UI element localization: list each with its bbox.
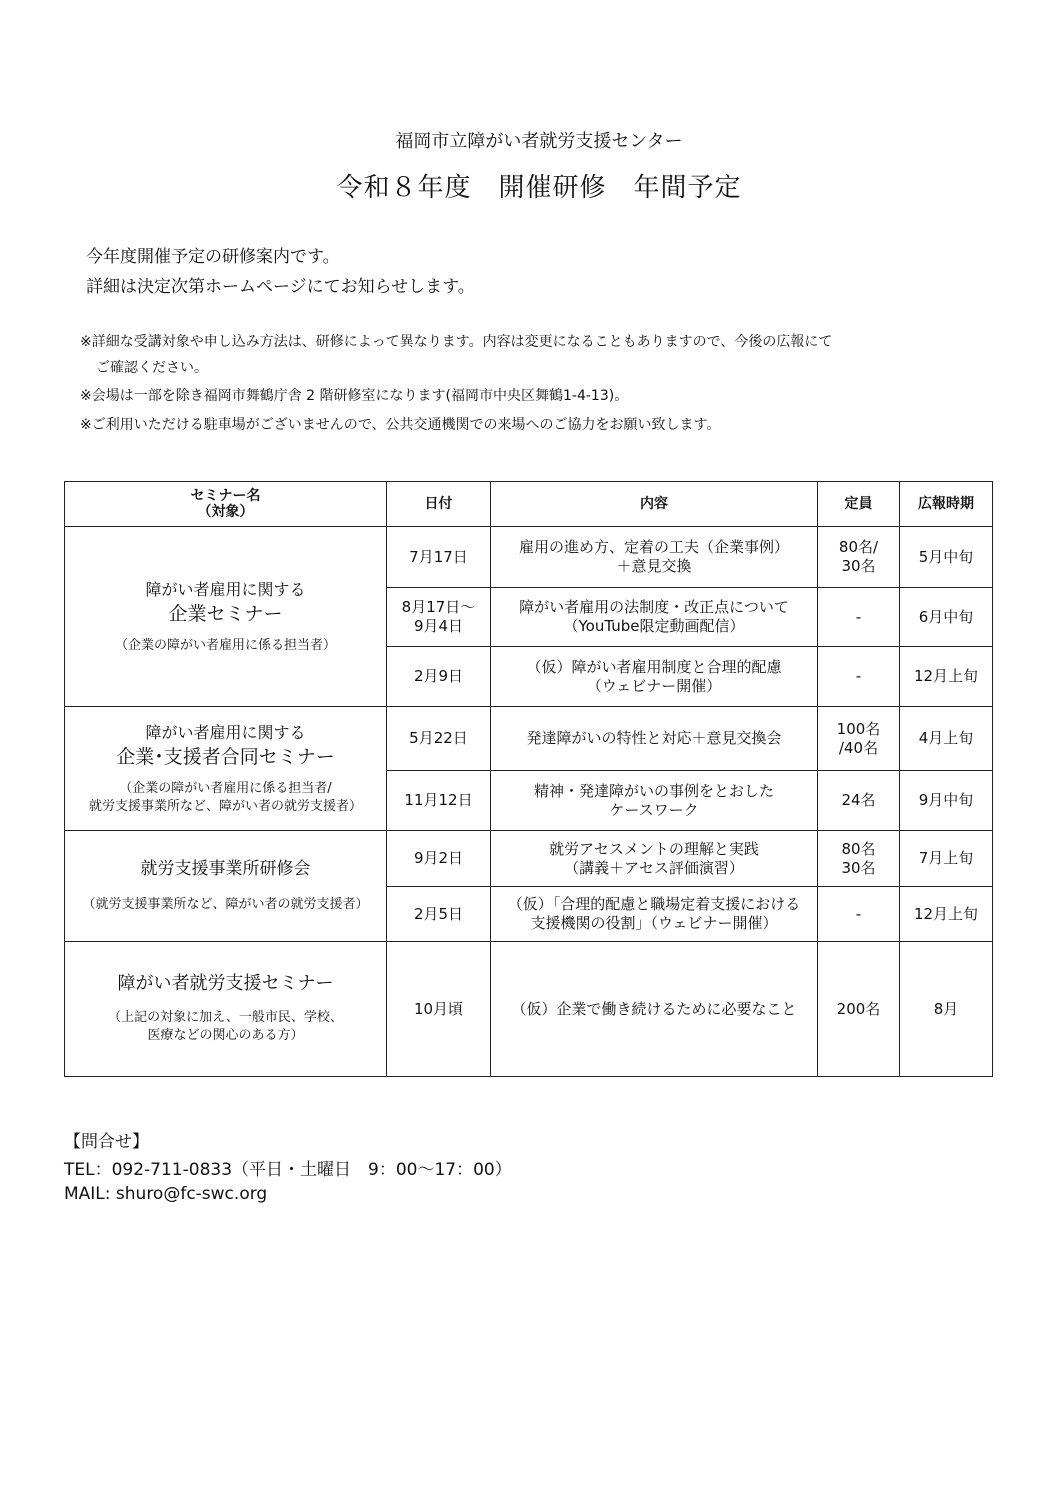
date-cell: 7月17日 <box>387 527 491 588</box>
publicity-cell: 4月上旬 <box>900 707 993 771</box>
seminar-name: 障がい者雇用に関する <box>145 579 306 599</box>
contact-tel: TEL：092-711-0833（平日・土曜日 9：00～17：00） <box>64 1160 512 1180</box>
header-seminar: セミナー名 （対象） <box>65 482 387 527</box>
contact-heading: 【問合せ】 <box>64 1132 149 1152</box>
capacity-cell: 200名 <box>818 942 900 1077</box>
capacity-cell: 80名 30名 <box>818 831 900 887</box>
header-capacity: 定員 <box>818 482 900 527</box>
date-cell: 8月17日～ 9月4日 <box>387 588 491 647</box>
page-title: 令和８年度 開催研修 年間予定 <box>336 173 742 203</box>
date-cell: 11月12日 <box>387 771 491 831</box>
contact-mail: MAIL: shuro@fc-swc.org <box>64 1184 268 1204</box>
capacity-cell: - <box>818 588 900 647</box>
header-publicity: 広報時期 <box>900 482 993 527</box>
table-row <box>65 831 993 887</box>
publicity-cell: 8月 <box>900 942 993 1077</box>
note-1-continued: ご確認ください。 <box>96 360 208 376</box>
organization-name: 福岡市立障がい者就労支援センター <box>395 131 683 152</box>
intro-line-1: 今年度開催予定の研修案内です。 <box>86 247 340 267</box>
seminar-cell <box>65 942 387 1077</box>
publicity-cell: 12月上旬 <box>900 887 993 942</box>
seminar-target: （企業の障がい者雇用に係る担当者/ 就労支援事業所など、障がい者の就労支援者） <box>88 780 362 814</box>
capacity-cell: 24名 <box>818 771 900 831</box>
seminar-name: 障がい者雇用に関する <box>145 722 306 742</box>
content-cell: 就労アセスメントの理解と実践 （講義＋アセス評価演習） <box>491 831 818 887</box>
date-cell: 2月9日 <box>387 647 491 707</box>
seminar-main-name: 企業･支援者合同セミナー <box>116 745 335 768</box>
content-cell: （仮）企業で働き続けるために必要なこと <box>491 942 818 1077</box>
content-cell: 発達障がいの特性と対応＋意見交換会 <box>491 707 818 771</box>
content-cell: 精神・発達障がいの事例をとおした ケースワーク <box>491 771 818 831</box>
seminar-name: 就労支援事業所研修会 <box>140 859 311 879</box>
header-content: 内容 <box>491 482 818 527</box>
publicity-cell: 9月中旬 <box>900 771 993 831</box>
table-header-row <box>65 482 993 527</box>
table-row <box>65 707 993 771</box>
seminar-target: （上記の対象に加え、一般市民、学校、 医療などの関心のある方） <box>108 1010 343 1043</box>
schedule-table <box>64 481 993 1077</box>
date-cell: 2月5日 <box>387 887 491 942</box>
header-date: 日付 <box>387 482 491 527</box>
content-cell: 雇用の進め方、定着の工夫（企業事例） ＋意見交換 <box>491 527 818 588</box>
seminar-target: （就労支援事業所など、障がい者の就労支援者） <box>82 897 369 912</box>
capacity-cell: 80名/ 30名 <box>818 527 900 588</box>
publicity-cell: 5月中旬 <box>900 527 993 588</box>
seminar-cell <box>65 831 387 942</box>
note-2: ※会場は一部を除き福岡市舞鶴庁舎 2 階研修室になります(福岡市中央区舞鶴1-4-13)。 <box>80 388 629 404</box>
seminar-main-name: 企業セミナー <box>168 602 283 625</box>
table-row <box>65 527 993 588</box>
seminar-name: 障がい者就労支援セミナー <box>117 973 334 994</box>
seminar-cell <box>65 527 387 707</box>
publicity-cell: 6月中旬 <box>900 588 993 647</box>
seminar-target: （企業の障がい者雇用に係る担当者） <box>114 637 336 653</box>
content-cell: （仮）「合理的配慮と職場定着支援における 支援機関の役割」（ウェビナー開催） <box>491 887 818 942</box>
capacity-cell: 100名 /40名 <box>818 707 900 771</box>
note-1: ※詳細な受講対象や申し込み方法は、研修によって異なります。内容は変更になることもありますので、今後の広報にて <box>80 334 833 350</box>
seminar-cell <box>65 707 387 831</box>
table-row <box>65 942 993 1077</box>
note-3: ※ご利用いただける駐車場がございませんので、公共交通機関での来場へのご協力をお願い致します。 <box>80 417 721 433</box>
content-cell: 障がい者雇用の法制度・改正点について （YouTube限定動画配信） <box>491 588 818 647</box>
capacity-cell: - <box>818 647 900 707</box>
date-cell: 10月頃 <box>387 942 491 1077</box>
intro-line-2: 詳細は決定次第ホームページにてお知らせします。 <box>86 277 475 297</box>
publicity-cell: 7月上旬 <box>900 831 993 887</box>
publicity-cell: 12月上旬 <box>900 647 993 707</box>
date-cell: 9月2日 <box>387 831 491 887</box>
date-cell: 5月22日 <box>387 707 491 771</box>
content-cell: （仮）障がい者雇用制度と合理的配慮 （ウェビナー開催） <box>491 647 818 707</box>
capacity-cell: - <box>818 887 900 942</box>
